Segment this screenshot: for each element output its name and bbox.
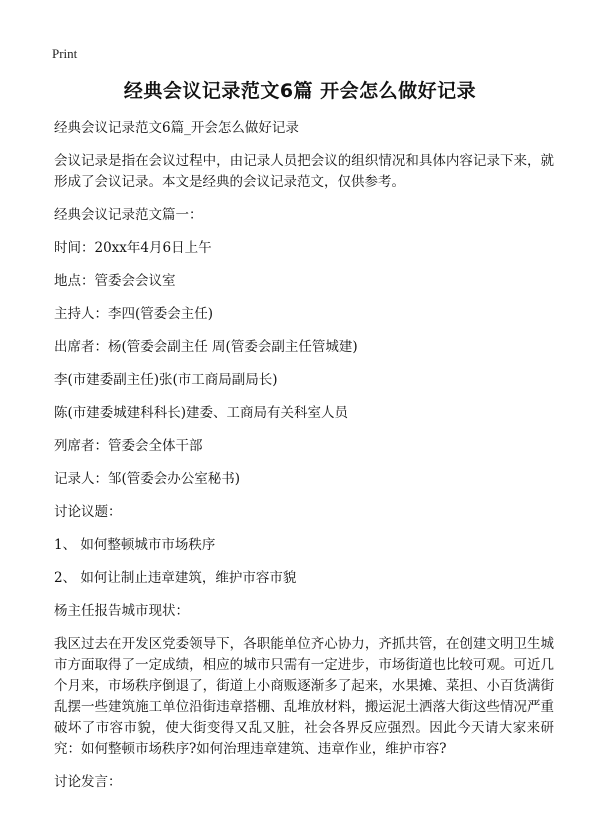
meeting-host: 主持人：李四(管委会主任) bbox=[54, 306, 214, 322]
attendees-line-1: 出席者：杨(管委会副主任 周(管委会副主任管城建) bbox=[54, 339, 358, 355]
recorder: 记录人：邹(管委会办公室秘书) bbox=[54, 471, 241, 487]
print-link[interactable]: Print bbox=[52, 46, 78, 61]
report-paragraph: 我区过去在开发区党委领导下，各职能单位齐心协力，齐抓共管，在创建文明卫生城市方面取得了一定成绩，相应的城市只需有一定进步，市场街道也比较可观。可近几个月来，市场秩序倒退了，街道上小商贩逐渐多了起来，水果摊、菜担、小百货满街乱摆一些建筑施工单位沿街违章搭棚、乱堆放材料，搬运泥土洒落大街这些情况严重破坏了市容市貌，使大街变得又乱又脏，社会各界反应强烈。因此今天请大家来研究：如何整顿市场秩序?如何治理违章建筑、违章作业，维护市容? bbox=[54, 636, 554, 757]
attendees-line-3: 陈(市建委城建科科长)建委、工商局有关科室人员 bbox=[54, 405, 349, 421]
document-title: 经典会议记录范文6篇 开会怎么做好记录 bbox=[123, 80, 477, 102]
meeting-location: 地点：管委会会议室 bbox=[54, 273, 176, 289]
report-heading: 杨主任报告城市现状： bbox=[54, 603, 189, 619]
document-body bbox=[54, 118, 554, 805]
section-heading: 经典会议记录范文篇一： bbox=[54, 207, 203, 223]
meeting-time: 时间：20xx年4月6日上午 bbox=[54, 240, 212, 256]
discussion-heading: 讨论发言： bbox=[54, 774, 122, 790]
agenda-heading: 讨论议题： bbox=[54, 504, 122, 520]
attendees-line-2: 李(市建委副主任)张(市工商局副局长) bbox=[54, 372, 278, 388]
agenda-item-1: 1、 如何整顿城市市场秩序 bbox=[54, 537, 216, 553]
agenda-item-2: 2、 如何让制止违章建筑，维护市容市貌 bbox=[54, 570, 297, 586]
intro-paragraph: 会议记录是指在会议过程中，由记录人员把会议的组织情况和具体内容记录下来，就形成了会议记录。本文是经典的会议记录范文，仅供参考。 bbox=[54, 153, 554, 190]
observers: 列席者：管委会全体干部 bbox=[54, 438, 203, 454]
subtitle-paragraph: 经典会议记录范文6篇_开会怎么做好记录 bbox=[54, 120, 299, 136]
